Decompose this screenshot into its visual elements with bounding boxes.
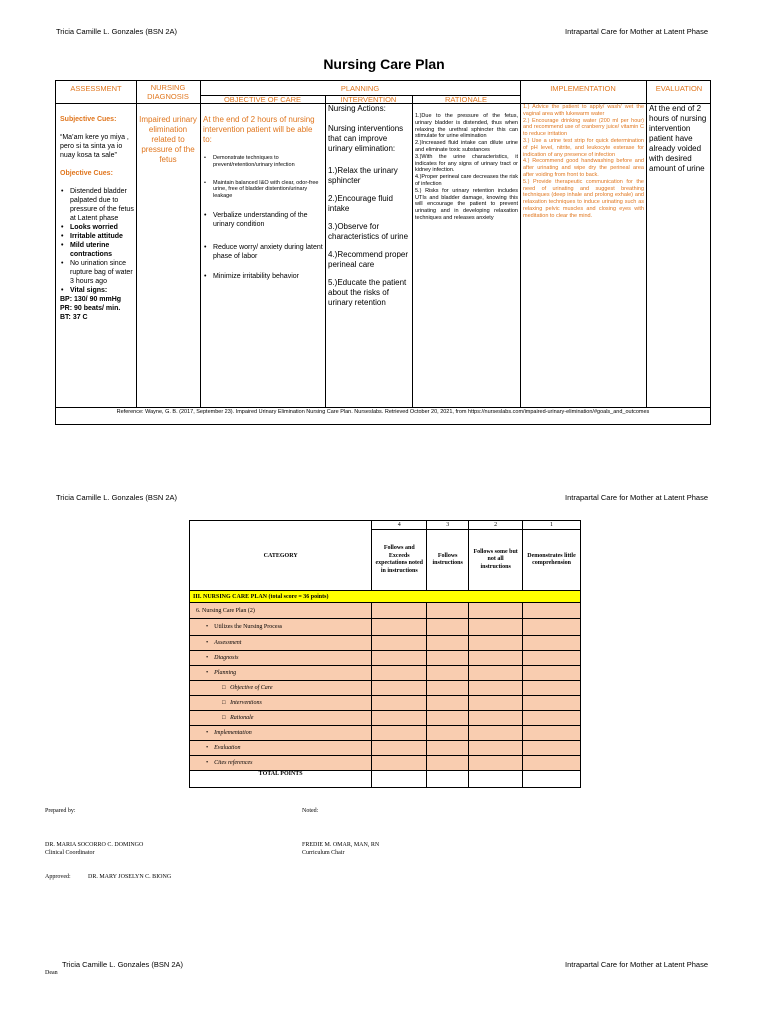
approved-name: DR. MARY JOSELYN C. BIONG [88, 874, 172, 880]
score-3-label: Follows instructions [427, 530, 469, 591]
rubric-category-header: CATEGORY [190, 521, 372, 591]
rubric-row: □ Rationale [190, 711, 372, 726]
objective-intro: At the end of 2 hours of nursing intervention patient will be able to: [203, 115, 315, 144]
implementation-item: 5.) Provide therapeutic communication for the need of urinating and suggest breathing techniques (deep inhale and prolong exhale) and relaxation techniques to induce urinating such as relaxing pelvic muscles and closing eyes with meditation to clear the mind. [523, 178, 644, 219]
score-4: 4 [372, 521, 427, 530]
header-rationale: RATIONALE [445, 95, 487, 104]
list-item: • Mild uterine contractions [60, 241, 134, 259]
header-evaluation: EVALUATION [655, 84, 703, 93]
objective-list [203, 155, 323, 281]
vitals-bt: BT: 37 C [60, 314, 88, 321]
implementation-item: 4.) Recommend good handwashing before and after urinating and wipe dry the perineal area after voiding from front to back. [523, 158, 644, 178]
header-assessment: ASSESSMENT [70, 84, 122, 93]
rubric-row: • Cites references [190, 756, 372, 771]
implementation-cell [523, 104, 644, 406]
implementation-item: 2.) Encourage drinking water (200 ml per hour) and recommend use of cranberry juice/ vitamin C to reduce irritation [523, 117, 644, 138]
header-nursing-diagnosis-line2: DIAGNOSIS [147, 92, 189, 101]
rationale-item: 3.)With the urine characteristics, it indicates for any signs of urinary tract or kidney infection. [415, 153, 518, 174]
rubric-section-title: III. NURSING CARE PLAN (total score = 36 points) [190, 591, 581, 603]
rubric-row-label: Evaluation [214, 745, 241, 751]
header-author: Tricia Camille L. Gonzales (BSN 2A) [56, 493, 178, 502]
page-title: Nursing Care Plan [323, 56, 445, 72]
rubric-row-label: Cites references [214, 760, 253, 766]
header-intervention: INTERVENTION [340, 95, 397, 104]
rationale-item: 5.) Risks for urinary retention includes UTIs and bladder damage, knowing this will encourage the patient to prevent urinating and in developing relaxation techniques and releases anxiety [415, 187, 518, 221]
rationale-cell [415, 113, 518, 405]
prepared-name: DR. MARIA SOCORRO C. DOMINGO [45, 842, 144, 848]
intervention-item: 4.)Recommend proper perineal care [328, 250, 409, 269]
list-item: • Distended bladder palpated due to pressure of the fetus at Latent phase [60, 187, 134, 223]
rubric-row: □ Interventions [190, 696, 372, 711]
score-4-label: Follows and Exceeds expectations noted in instructions [372, 530, 427, 591]
reference-citation: Reference: Wayne, G. B. (2017, September 23). Impaired Urinary Elimination Nursing Care Plan. Nurseslabs. Retrieved October 20, 2021, from https://nurseslabs.com/impaired-urinary-elimination/#goals_and_outcomes [56, 407, 710, 426]
noted-title: Curriculum Chair [302, 850, 345, 856]
rubric-row-label: Interventions [230, 700, 262, 706]
rubric-row: • Utilizes the Nursing Process [190, 619, 372, 636]
noted-label: Noted: [302, 808, 319, 814]
header-objective: OBJECTIVE OF CARE [223, 95, 302, 104]
rubric-row: • Planning [190, 666, 372, 681]
evaluation-text: At the end of 2 hours of nursing intervention patient have already voided with desired amount of urine [649, 104, 707, 173]
rubric-row-label: Assessment [214, 640, 242, 646]
objective-cell [203, 115, 323, 405]
list-item: • Maintain balanced I&O with clear, odor-free urine, free of bladder distention/urinary leakage [203, 180, 323, 200]
score-2-label: Follows some but not all instructions [469, 530, 523, 591]
score-3: 3 [427, 521, 469, 530]
objective-cues-list [60, 187, 134, 295]
header-planning: PLANNING [340, 84, 380, 93]
intervention-cell [328, 104, 410, 404]
list-item: • Minimize irritability behavior [203, 272, 323, 281]
rubric-row-label: Diagnosis [214, 655, 239, 661]
rationale-item: 4.)Proper perineal care decreases the risk of infection [415, 174, 518, 187]
rubric-row-label: Implementation [214, 730, 252, 736]
vitals-bp: BP: 130/ 90 mmHg [60, 296, 122, 303]
page-header-2 [56, 493, 708, 502]
rubric-row: • Diagnosis [190, 651, 372, 666]
noted-name: FREDIE M. OMAR, MAN, RN [302, 842, 380, 848]
header-topic: Intrapartal Care for Mother at Latent Phase [565, 27, 708, 36]
rationale-item: 1.)Due to the pressure of the fetus, urinary bladder is distended, thus when relaxing the urethral sphincter this can stimulate for urine elimination [415, 113, 518, 140]
list-item: • Verbalize understanding of the urinary condition [203, 211, 323, 229]
list-item: • Demonstrate techniques to prevent/retention/urinary infection [203, 155, 323, 169]
intervention-item: 2.)Encourage fluid intake [328, 194, 393, 213]
score-1-label: Demonstrates little comprehension [523, 530, 581, 591]
page-header [56, 27, 708, 36]
intervention-item: 5.)Educate the patient about the risks of urinary retention [328, 278, 407, 307]
footer-author: Tricia Camille L. Gonzales (BSN 2A) [62, 960, 184, 969]
header-nursing-diagnosis-line1: NURSING [150, 83, 186, 92]
footer-topic: Intrapartal Care for Mother at Latent Phase [565, 960, 708, 969]
score-1: 1 [523, 521, 581, 530]
subjective-cues-text: “Ma’am kere yo miya , pero si ta sinta ya io nuay kosa ta sale” [60, 134, 129, 159]
rubric-row: • Implementation [190, 726, 372, 741]
header-author: Tricia Camille L. Gonzales (BSN 2A) [56, 27, 178, 36]
rationale-item: 2.)Increased fluid intake can dilute urine and eliminate toxic substances [415, 140, 518, 153]
prepared-by-label: Prepared by: [45, 808, 76, 814]
prepared-title: Clinical Coordinator [45, 850, 95, 856]
list-item: • Irritable attitude [60, 232, 134, 241]
rubric-row-label: Utilizes the Nursing Process [214, 624, 283, 630]
score-2: 2 [469, 521, 523, 530]
implementation-item: 1.) Advice the patient to apply/ wash/ wet the vaginal area with lukewarm water [523, 104, 644, 117]
list-item: • Vital signs: [60, 286, 134, 295]
rubric-table [189, 520, 581, 788]
rubric-row: 6. Nursing Care Plan (2) [190, 603, 372, 619]
rubric-row-label: Planning [214, 670, 237, 676]
header-implementation: IMPLEMENTATION [550, 84, 616, 93]
rubric-row: • Evaluation [190, 741, 372, 756]
list-item: • Looks worried [60, 223, 134, 232]
vitals-pr: PR: 90 beats/ min. [60, 305, 121, 312]
rubric-row-label: Objective of Care [230, 685, 273, 691]
rubric-row: • Assessment [190, 636, 372, 651]
list-item: • Reduce worry/ anxiety during latent phase of labor [203, 243, 323, 261]
assessment-cell [60, 115, 134, 405]
rubric-row-label: Rationale [230, 715, 254, 721]
care-plan-table [55, 80, 711, 425]
approved-label: Approved: [45, 874, 71, 880]
nursing-diagnosis-text: Impaired urinary elimination related to pressure of the fetus [139, 115, 197, 164]
list-item: • No urination since rupture bag of water 3 hours ago [60, 259, 134, 286]
header-nursing-diagnosis [136, 83, 200, 101]
subjective-cues-title: Subjective Cues: [60, 116, 117, 123]
objective-cues-title: Objective Cues: [60, 170, 113, 177]
intervention-intro2: Nursing interventions that can improve urinary elimination: [328, 124, 404, 153]
rubric-total-label: TOTAL POINTS [190, 771, 372, 788]
implementation-item: 3.) Use a urine test strip for quick determination of pH level, nitrite, and leukocyte esterase for indication of any presence of infection [523, 137, 644, 158]
rubric-row: □ Objective of Care [190, 681, 372, 696]
intervention-intro: Nursing Actions: [328, 104, 386, 113]
dean-label: Dean [45, 970, 58, 976]
intervention-item: 1.)Relax the urinary sphincter [328, 166, 398, 185]
header-topic: Intrapartal Care for Mother at Latent Phase [565, 493, 708, 502]
intervention-item: 3.)Observe for characteristics of urine [328, 222, 409, 241]
page-footer [62, 960, 708, 969]
